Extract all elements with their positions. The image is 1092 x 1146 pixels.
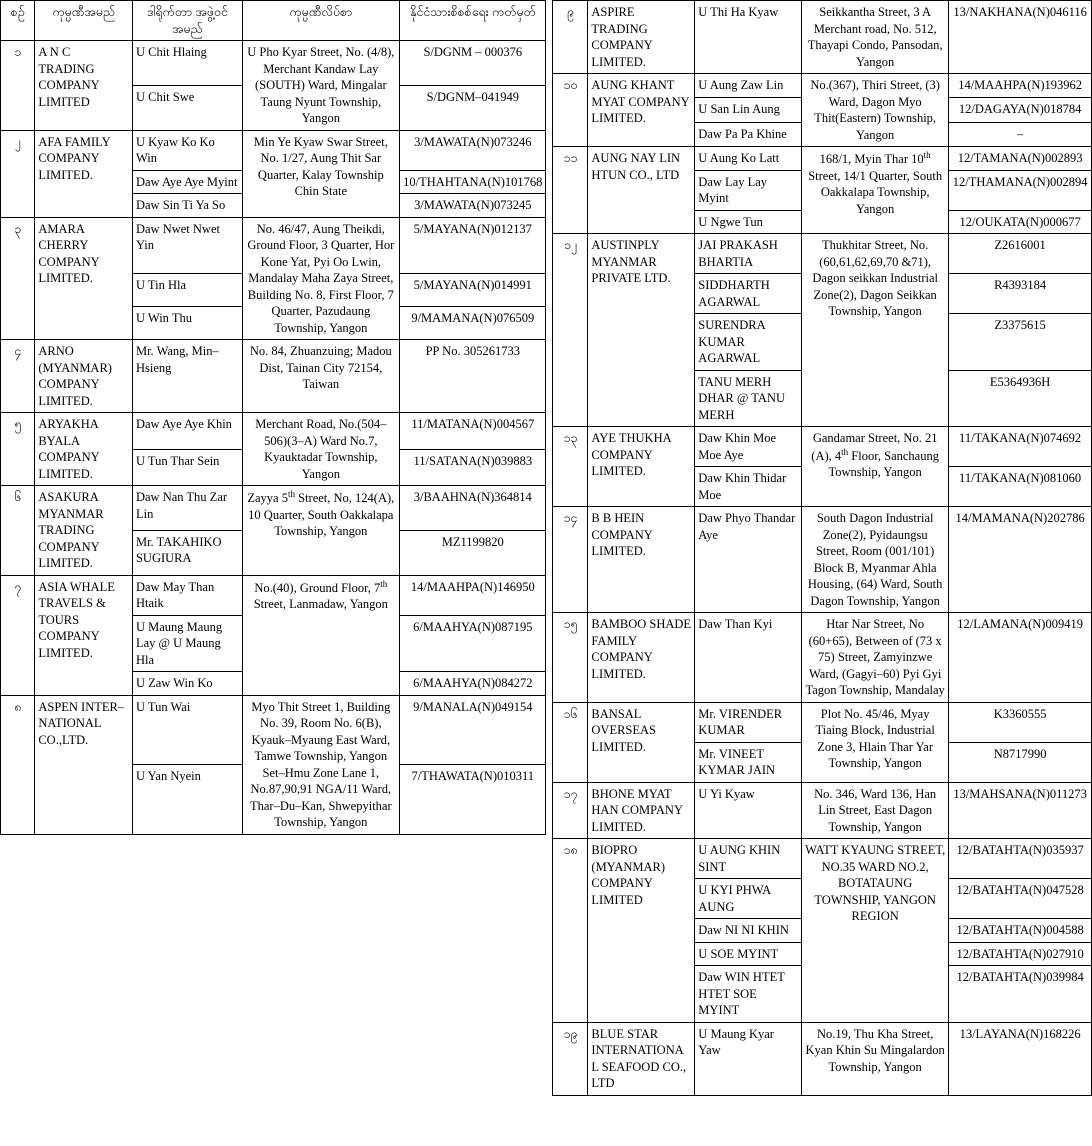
cell-row-number: ၁၂ (553, 234, 588, 427)
cell-nrc-number: 11/SATANA(N)039883 (400, 449, 546, 486)
cell-nrc-number: 14/MAAHPA(N)193962 (949, 74, 1092, 98)
cell-nrc-number: 12/BATAHTA(N)035937 (949, 839, 1092, 879)
cell-company-address: Myo Thit Street 1, Building No. 39, Room No. 6(B), Kyauk–Myaung East Ward, Tamwe Township, Yangon Set–Hmu Zone Lane 1, No.87,90,91 NGA/11 Ward, Thar–Du–Kan, Shwepyithar Township, Yangon (242, 695, 400, 834)
cell-nrc-number: N8717990 (949, 742, 1092, 782)
table-row (1, 575, 546, 615)
cell-nrc-number: – (949, 122, 1092, 146)
cell-director-name: Daw Phyo Thandar Aye (695, 507, 802, 613)
table-row (553, 839, 1092, 879)
cell-director-name: U Yi Kyaw (695, 782, 802, 839)
cell-company-name: ASAKURA MYANMAR TRADING COMPANY LIMITED. (35, 486, 133, 576)
cell-director-name: Mr. VINEET KYMAR JAIN (695, 742, 802, 782)
cell-director-name: U AUNG KHIN SINT (695, 839, 802, 879)
cell-company-name: BAMBOO SHADE FAMILY COMPANY LIMITED. (588, 613, 695, 703)
cell-director-name: Mr. VIRENDER KUMAR (695, 702, 802, 742)
cell-row-number: ၁၁ (553, 147, 588, 234)
cell-director-name: U Aung Zaw Lin (695, 74, 802, 98)
cell-company-name: ASIA WHALE TRAVELS & TOURS COMPANY LIMITED. (35, 575, 133, 695)
cell-company-name: ARYAKHA BYALA COMPANY LIMITED. (35, 413, 133, 486)
cell-row-number: ၁၉ (553, 1022, 588, 1095)
cell-company-name: A N C TRADING COMPANY LIMITED (35, 41, 133, 131)
cell-company-address: No.19, Thu Kha Street, Kyan Khin Su Mingalardon Township, Yangon (802, 1022, 949, 1095)
cell-director-name: Daw Aye Aye Myint (132, 170, 242, 194)
cell-row-number: ၁ (1, 41, 35, 131)
cell-company-address: Zayya 5th Street, No, 124(A), 10 Quarter, South Oakkalapa Township, Yangon (242, 486, 400, 576)
cell-company-name: ASPIRE TRADING COMPANY LIMITED. (588, 1, 695, 74)
cell-nrc-number: S/DGNM–041949 (400, 85, 546, 130)
cell-nrc-number: 12/THAMANA(N)002894 (949, 170, 1092, 210)
cell-director-name: Daw WIN HTET HTET SOE MYINT (695, 966, 802, 1023)
cell-director-name: U Tin Hla (132, 273, 242, 306)
cell-company-address: 168/1, Myin Thar 10th Street, 14/1 Quarter, South Oakkalapa Township, Yangon (802, 147, 949, 234)
right-column (552, 0, 1092, 1146)
cell-company-address: Thukhitar Street, No. (60,61,62,69,70 &71), Dagon seikkan Industrial Zone(2), Dagon Seikkan Township, Yangon (802, 234, 949, 427)
cell-director-name: Daw Nwet Nwet Yin (132, 217, 242, 273)
cell-director-name: Daw Khin Thidar Moe (695, 467, 802, 507)
cell-company-name: AUNG KHANT MYAT COMPANY LIMITED. (588, 74, 695, 147)
cell-nrc-number: MZ1199820 (400, 530, 546, 575)
cell-nrc-number: Z3375615 (949, 314, 1092, 371)
cell-row-number: ၆ (1, 486, 35, 576)
cell-row-number: ၁၅ (553, 613, 588, 703)
cell-row-number: ၂ (1, 130, 35, 217)
cell-company-name: ASPEN INTER–NATIONAL CO.,LTD. (35, 695, 133, 834)
cell-nrc-number: 13/MAHSANA(N)011273 (949, 782, 1092, 839)
table-row (553, 427, 1092, 467)
cell-director-name: Daw Khin Moe Moe Aye (695, 427, 802, 467)
cell-row-number: ၉ (553, 1, 588, 74)
cell-nrc-number: 9/MANALA(N)049154 (400, 695, 546, 765)
cell-company-name: ARNO (MYANMAR) COMPANY LIMITED. (35, 340, 133, 413)
header-address: ကုမ္ပဏီလိပ်စာ (242, 1, 400, 41)
cell-nrc-number: 3/MAWATA(N)073246 (400, 130, 546, 170)
cell-nrc-number: 12/LAMANA(N)009419 (949, 613, 1092, 703)
cell-row-number: ၁၀ (553, 74, 588, 147)
table-row (1, 41, 546, 86)
cell-nrc-number: 12/BATAHTA(N)039984 (949, 966, 1092, 1023)
cell-director-name: U Maung Kyar Yaw (695, 1022, 802, 1095)
cell-company-address: Plot No. 45/46, Myay Tiaing Block, Industrial Zone 3, Hlain Thar Yar Township, Yangon (802, 702, 949, 782)
cell-director-name: U SOE MYINT (695, 942, 802, 966)
table-row (553, 507, 1092, 613)
cell-company-name: B B HEIN COMPANY LIMITED. (588, 507, 695, 613)
cell-nrc-number: 13/LAYANA(N)168226 (949, 1022, 1092, 1095)
cell-company-address: No.(40), Ground Floor, 7th Street, Lanmadaw, Yangon (242, 575, 400, 695)
cell-company-address: U Pho Kyar Street, No. (4/8), Merchant Kandaw Lay (SOUTH) Ward, Mingalar Taung Nyunt Township, Yangon (242, 41, 400, 131)
table-row (1, 217, 546, 273)
cell-company-address: Min Ye Kyaw Swar Street, No. 1/27, Aung Thit Sar Quarter, Kalay Township Chin State (242, 130, 400, 217)
cell-director-name: U Yan Nyein (132, 765, 242, 835)
cell-director-name: U Tun Thar Sein (132, 449, 242, 486)
cell-director-name: U Aung Ko Latt (695, 147, 802, 171)
table-row (553, 147, 1092, 171)
cell-row-number: ၁၈ (553, 839, 588, 1023)
cell-row-number: ၈ (1, 695, 35, 834)
cell-director-name: U Win Thu (132, 306, 242, 339)
cell-row-number: ၁၃ (553, 427, 588, 507)
cell-director-name: U Chit Hlaing (132, 41, 242, 86)
cell-row-number: ၁၆ (553, 702, 588, 782)
cell-director-name: SURENDRA KUMAR AGARWAL (695, 314, 802, 371)
cell-nrc-number: 12/BATAHTA(N)004588 (949, 919, 1092, 943)
table-header-row (1, 1, 546, 41)
cell-nrc-number: 6/MAAHYA(N)087195 (400, 615, 546, 672)
cell-director-name: JAI PRAKASH BHARTIA (695, 234, 802, 274)
cell-director-name: U Tun Wai (132, 695, 242, 765)
table-body-left (1, 41, 546, 835)
cell-director-name: U KYI PHWA AUNG (695, 879, 802, 919)
cell-nrc-number: 11/MATANA(N)004567 (400, 413, 546, 450)
cell-nrc-number: 11/TAKANA(N)074692 (949, 427, 1092, 467)
cell-company-name: AUNG NAY LIN HTUN CO., LTD (588, 147, 695, 234)
cell-director-name: Daw NI NI KHIN (695, 919, 802, 943)
cell-company-name: AMARA CHERRY COMPANY LIMITED. (35, 217, 133, 340)
cell-company-address: No. 84, Zhuanzuing; Madou Dist, Tainan City 72154, Taiwan (242, 340, 400, 413)
cell-nrc-number: Z2616001 (949, 234, 1092, 274)
cell-nrc-number: 6/MAAHYA(N)084272 (400, 672, 546, 696)
registry-table-left (0, 0, 546, 835)
cell-director-name: U Kyaw Ko Ko Win (132, 130, 242, 170)
cell-director-name: Daw Lay Lay Myint (695, 170, 802, 210)
cell-nrc-number: 14/MAMANA(N)202786 (949, 507, 1092, 613)
cell-company-name: AFA FAMILY COMPANY LIMITED. (35, 130, 133, 217)
table-row (553, 1022, 1092, 1095)
header-nrc: နိုင်ငံသားစိစစ်ရေး ကတ်မှတ် (400, 1, 546, 41)
table-header-left (1, 1, 546, 41)
cell-company-name: BIOPRO (MYANMAR) COMPANY LIMITED (588, 839, 695, 1023)
cell-nrc-number: 5/MAYANA(N)014991 (400, 273, 546, 306)
cell-company-address: No. 46/47, Aung Theikdi, Ground Floor, 3 Quarter, Hor Kone Yat, Pyi Oo Lwin, Mandalay Maha Zaya Street, Building No. 8, First Floor, 7 Quarter, Pazudaung Township, Yangon (242, 217, 400, 340)
table-row (1, 486, 546, 531)
table-row (553, 782, 1092, 839)
cell-row-number: ၁၄ (553, 507, 588, 613)
cell-director-name: Mr. TAKAHIKO SUGIURA (132, 530, 242, 575)
cell-nrc-number: 12/DAGAYA(N)018784 (949, 98, 1092, 122)
header-no: စဉ် (1, 1, 35, 41)
cell-row-number: ၃ (1, 217, 35, 340)
cell-nrc-number: S/DGNM – 000376 (400, 41, 546, 86)
cell-company-address: Htar Nar Street, No (60+65), Between of (73 x 75) Street, Zamyinzwe Ward, (Gagyi–60) Pyi Gyi Tagon Township, Mandalay (802, 613, 949, 703)
cell-row-number: ၄ (1, 340, 35, 413)
cell-company-address: South Dagon Industrial Zone(2), Pyidaungsu Street, Room (001/101) Block B, Myanmar Ahla Housing, (64) Ward, South Dagon Township, Yangon (802, 507, 949, 613)
cell-company-address: Gandamar Street, No. 21 (A), 4th Floor, Sanchaung Township, Yangon (802, 427, 949, 507)
table-row (553, 234, 1092, 274)
cell-nrc-number: 12/BATAHTA(N)047528 (949, 879, 1092, 919)
cell-company-address: WATT KYAUNG STREET, NO.35 WARD NO.2, BOTATAUNG TOWNSHIP, YANGON REGION (802, 839, 949, 1023)
table-row (553, 613, 1092, 703)
table-row (553, 702, 1092, 742)
table-row (1, 695, 546, 765)
cell-director-name: Daw Than Kyi (695, 613, 802, 703)
cell-director-name: SIDDHARTH AGARWAL (695, 274, 802, 314)
cell-company-name: BHONE MYAT HAN COMPANY LIMITED. (588, 782, 695, 839)
cell-nrc-number: 11/TAKANA(N)081060 (949, 467, 1092, 507)
table-row (1, 130, 546, 170)
cell-director-name: U Zaw Win Ko (132, 672, 242, 696)
cell-nrc-number: 10/THAHTANA(N)101768 (400, 170, 546, 194)
cell-nrc-number: R4393184 (949, 274, 1092, 314)
cell-director-name: Daw Aye Aye Khin (132, 413, 242, 450)
cell-company-address: No. 346, Ward 136, Han Lin Street, East Dagon Township, Yangon (802, 782, 949, 839)
cell-company-name: AUSTINPLY MYANMAR PRIVATE LTD. (588, 234, 695, 427)
cell-nrc-number: 3/BAAHNA(N)364814 (400, 486, 546, 531)
cell-director-name: U San Lin Aung (695, 98, 802, 122)
table-row (1, 413, 546, 450)
cell-row-number: ၅ (1, 413, 35, 486)
cell-nrc-number: K3360555 (949, 702, 1092, 742)
cell-nrc-number: PP No. 305261733 (400, 340, 546, 413)
cell-nrc-number: 9/MAMANA(N)076509 (400, 306, 546, 339)
cell-nrc-number: 12/BATAHTA(N)027910 (949, 942, 1092, 966)
cell-director-name: Daw May Than Htaik (132, 575, 242, 615)
cell-nrc-number: 7/THAWATA(N)010311 (400, 765, 546, 835)
cell-director-name: Daw Nan Thu Zar Lin (132, 486, 242, 531)
cell-company-name: AYE THUKHA COMPANY LIMITED. (588, 427, 695, 507)
cell-nrc-number: 12/OUKATA(N)000677 (949, 210, 1092, 234)
cell-director-name: TANU MERH DHAR @ TANU MERH (695, 370, 802, 427)
header-company: ကုမ္ပဏီအမည် (35, 1, 133, 41)
registry-table-right (552, 0, 1092, 1096)
cell-row-number: ၇ (1, 575, 35, 695)
cell-nrc-number: 3/MAWATA(N)073245 (400, 194, 546, 218)
table-row (553, 1, 1092, 74)
cell-row-number: ၁၇ (553, 782, 588, 839)
cell-director-name: U Chit Swe (132, 85, 242, 130)
cell-director-name: U Maung Maung Lay @ U Maung Hla (132, 615, 242, 672)
cell-nrc-number: 13/NAKHANA(N)046116 (949, 1, 1092, 74)
cell-director-name: Daw Pa Pa Khine (695, 122, 802, 146)
cell-company-address: Seikkantha Street, 3 A Merchant road, No. 512, Thayapi Condo, Pansodan, Yangon (802, 1, 949, 74)
cell-company-address: Merchant Road, No.(504–506)(3–A) Ward No.7, Kyauktadar Township, Yangon (242, 413, 400, 486)
table-row (553, 74, 1092, 98)
cell-company-address: No.(367), Thiri Street, (3) Ward, Dagon Myo Thit(Eastern) Township, Yangon (802, 74, 949, 147)
cell-director-name: U Ngwe Tun (695, 210, 802, 234)
table-body-right (553, 1, 1092, 1096)
header-director: ဒါရိုက်တာ အဖွဲ့ဝင်အမည် (132, 1, 242, 41)
cell-company-name: BANSAL OVERSEAS LIMITED. (588, 702, 695, 782)
cell-nrc-number: E5364936H (949, 370, 1092, 427)
cell-company-name: BLUE STAR INTERNATIONAL SEAFOOD CO., LTD (588, 1022, 695, 1095)
cell-director-name: Daw Sin Ti Ya So (132, 194, 242, 218)
cell-nrc-number: 14/MAAHPA(N)146950 (400, 575, 546, 615)
cell-nrc-number: 12/TAMANA(N)002893 (949, 147, 1092, 171)
cell-nrc-number: 5/MAYANA(N)012137 (400, 217, 546, 273)
table-row (1, 340, 546, 413)
cell-director-name: U Thi Ha Kyaw (695, 1, 802, 74)
cell-director-name: Mr. Wang, Min–Hsieng (132, 340, 242, 413)
